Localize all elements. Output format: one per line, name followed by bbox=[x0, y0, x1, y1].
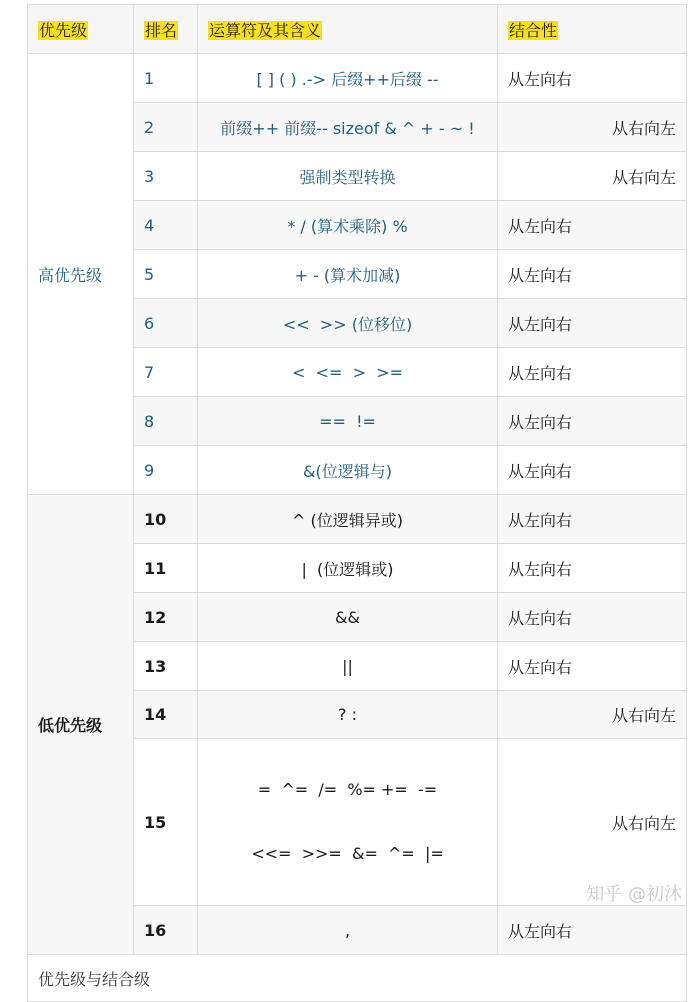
assoc-cell: 从左向右 bbox=[498, 593, 687, 642]
assoc-cell: 从左向右 bbox=[498, 544, 687, 593]
operators-cell: || bbox=[198, 642, 498, 691]
rank-cell: 16 bbox=[134, 906, 198, 955]
rank-cell: 6 bbox=[134, 299, 198, 348]
header-priority: 优先级 bbox=[28, 5, 134, 54]
header-operators: 运算符及其含义 bbox=[198, 5, 498, 54]
header-rank: 排名 bbox=[134, 5, 198, 54]
table-caption: 优先级与结合级 bbox=[28, 955, 687, 1002]
operators-cell: && bbox=[198, 593, 498, 642]
assoc-cell: 从左向右 bbox=[498, 201, 687, 250]
rank-cell: 11 bbox=[134, 544, 198, 593]
operators-cell: < <= > >= bbox=[198, 348, 498, 397]
caption-row bbox=[28, 955, 687, 1002]
operators-cell: , bbox=[198, 906, 498, 955]
operators-cell: [ ] ( ) .-> 后缀++后缀 -- bbox=[198, 54, 498, 103]
operators-cell: ^ (位逻辑异或) bbox=[198, 495, 498, 544]
operators-line-2: <<= >>= &= ^= |= bbox=[251, 844, 444, 863]
rank-cell: 7 bbox=[134, 348, 198, 397]
rank-cell: 2 bbox=[134, 103, 198, 152]
rank-cell: 1 bbox=[134, 54, 198, 103]
rank-cell: 8 bbox=[134, 397, 198, 446]
assoc-cell: 从左向右 bbox=[498, 250, 687, 299]
operators-cell: 前缀++ 前缀-- sizeof & ^ + - ~ ! bbox=[198, 103, 498, 152]
assoc-cell: 从左向右 bbox=[498, 397, 687, 446]
table-row bbox=[28, 54, 687, 103]
rank-cell: 14 bbox=[134, 691, 198, 739]
group-high-label: 高优先级 bbox=[28, 54, 134, 495]
assoc-cell: 从右向左 bbox=[498, 691, 687, 739]
rank-cell: 3 bbox=[134, 152, 198, 201]
assoc-cell: 从左向右 bbox=[498, 642, 687, 691]
operators-cell: ? : bbox=[198, 691, 498, 739]
zhihu-watermark: 知乎 @初沐 bbox=[586, 884, 682, 905]
operator-precedence-table bbox=[27, 4, 687, 1002]
assoc-cell: 从右向左 bbox=[498, 152, 687, 201]
operators-cell: * / (算术乘除) % bbox=[198, 201, 498, 250]
assoc-cell: 从左向右 bbox=[498, 446, 687, 495]
assoc-cell: 从左向右 bbox=[498, 906, 687, 955]
operators-cell: == != bbox=[198, 397, 498, 446]
assoc-cell: 从左向右 bbox=[498, 299, 687, 348]
header-assoc: 结合性 bbox=[498, 5, 687, 54]
rank-cell: 4 bbox=[134, 201, 198, 250]
rank-cell: 15 bbox=[134, 739, 198, 906]
operators-cell: 强制类型转换 bbox=[198, 152, 498, 201]
assoc-cell: 从右向左 bbox=[498, 103, 687, 152]
operators-cell: << >> (位移位) bbox=[198, 299, 498, 348]
assoc-cell: 从左向右 bbox=[498, 495, 687, 544]
assoc-cell: 从左向右 bbox=[498, 348, 687, 397]
rank-cell: 12 bbox=[134, 593, 198, 642]
operators-cell bbox=[198, 739, 498, 906]
table-row bbox=[28, 495, 687, 544]
rank-cell: 5 bbox=[134, 250, 198, 299]
rank-cell: 9 bbox=[134, 446, 198, 495]
assoc-cell: 从右向左 bbox=[498, 739, 687, 906]
operators-cell: | (位逻辑或) bbox=[198, 544, 498, 593]
group-low-label: 低优先级 bbox=[28, 495, 134, 955]
operators-cell: + - (算术加减) bbox=[198, 250, 498, 299]
operators-line-1: = ^= /= %= += -= bbox=[257, 780, 438, 799]
operators-cell: &(位逻辑与) bbox=[198, 446, 498, 495]
rank-cell: 13 bbox=[134, 642, 198, 691]
assoc-cell: 从左向右 bbox=[498, 54, 687, 103]
header-row bbox=[28, 5, 687, 54]
rank-cell: 10 bbox=[134, 495, 198, 544]
